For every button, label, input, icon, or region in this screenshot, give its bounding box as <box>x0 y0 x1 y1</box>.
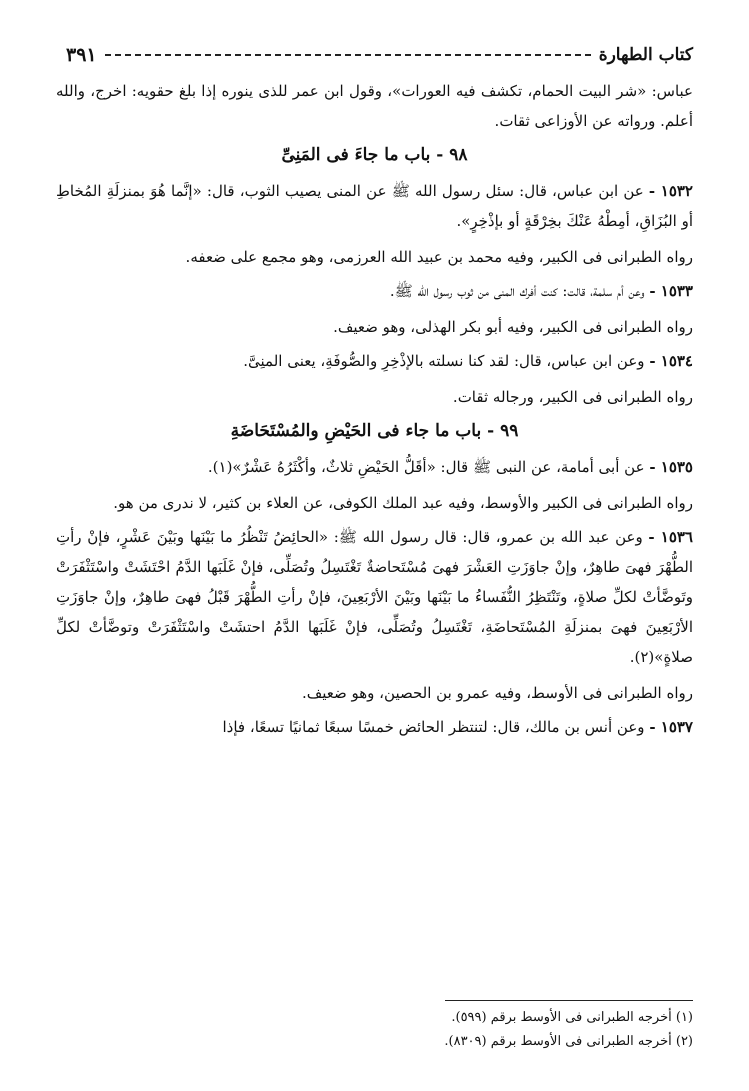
source-note: رواه الطبرانى فى الأوسط، وفيه عمرو بن الحصين، وهو ضعيف. <box>301 684 693 702</box>
page-number: ٣٩١ <box>66 44 97 66</box>
entry-number: ١٥٣٣ - <box>649 282 693 300</box>
header-dashed-rule <box>105 54 591 56</box>
chapter-heading-99: ٩٩ - باب ما جاء فى الحَيْضِ والمُسْتَحَاضَةِ <box>230 421 519 441</box>
entry-text: وعن ابن عباس، قال: لقد كنا نسلته بالإذْخِرِ والصُّوفَةِ، يعنى المنِىَّ. <box>243 352 645 370</box>
hadith-entry <box>56 452 693 482</box>
entry-number: ١٥٣٦ - <box>648 528 693 546</box>
footnote-separator <box>445 1000 693 1001</box>
chapter-heading-98: ٩٨ - باب ما جاءَ فى المَنِىِّ <box>281 145 468 165</box>
entry-text: وعن عبد الله بن عمرو، قال: قال رسول الله ﷺ: «الحائِضُ تَنْظُرُ ما بَيْنَها وبَيْنَ عَشْرٍ، فإنْ رأتِ الطُّهْرَ فهىَ طاهِرٌ، وإنْ جاوَزَتِ العَشْرَ فهىَ مُسْتَحاضةٌ تَغْتَسِلُ وتُصَلِّى، فإنْ غَلَبَها الدَّمُ احْتَشَتْ واسْتَثْفَرَتْ وتَوضَّأتْ لكلِّ صلاةٍ، وتَنْتَظِرُ النُّفَساءُ ما بَيْنَها وبَيْنَ الأرْبَعِينَ، فإنْ رأتِ الطُّهْرَ قَبْلُ فهىَ طاهِرٌ، وإنْ جاوَزَتِ الأرْبَعِينَ فهىَ بمنزلَةِ المُسْتَحاضَةِ، تَغْتَسِلُ وتُصَلِّى، فإنْ غَلَبَها الدَّمُ احتشَتْ واسْتَثْفَرَتْ وتوضَّأتْ لكلِّ صلاةٍ»(٢). <box>56 528 693 666</box>
hadith-entry <box>56 522 693 672</box>
hadith-entry <box>56 276 693 306</box>
hadith-entry <box>56 346 693 376</box>
entry-text: عن أبى أمامة، عن النبى ﷺ قال: «أقَلُّ الحَيْضِ ثلاثٌ، وأكْثَرُهُ عَشْرٌ»(١). <box>207 458 645 476</box>
source-note: رواه الطبرانى فى الكبير، وفيه محمد بن عبيد الله العرزمى، وهو مجمع على ضعفه. <box>185 248 693 266</box>
hadith-entry <box>56 176 693 236</box>
entry-text: وعن أنس بن مالك، قال: لتنتظر الحائض خمسًا سبعًا ثمانيًا تسعًا، فإذا <box>222 718 645 736</box>
running-header <box>66 40 693 70</box>
source-note: رواه الطبرانى فى الكبير والأوسط، وفيه عبد الملك الكوفى، عن العلاء بن كثير، لا ندرى من هو. <box>113 494 693 512</box>
entry-number: ١٥٣٢ - <box>648 182 693 200</box>
page-body <box>56 76 693 746</box>
footnote-1: (١) أخرجه الطبرانى فى الأوسط برقم (٥٩٩). <box>451 1010 693 1025</box>
entry-number: ١٥٣٥ - <box>649 458 693 476</box>
footnotes <box>56 1006 693 1054</box>
entry-text: عن ابن عباس، قال: سئل رسول الله ﷺ عن المنى يصيب الثوب، قال: «إنَّما هُوَ بمنزلَةِ المُخاطِ أو البُزَاقِ، أمِطْهُ عَنْكَ بخِرْقَةٍ أو بإذْخِرٍ». <box>56 182 693 230</box>
continued-paragraph: عباس: «شر البيت الحمام، تكشف فيه العورات»، وقول ابن عمر للذى ينوره إذا بلغ حقويه: اخرج، والله أعلم. ورواته عن الأوزاعى ثقات. <box>56 82 693 130</box>
entry-text: وعن أم سلمة، قالت: كنت أفرك المنى من ثوب رسول الله ﷺ. <box>389 282 645 300</box>
source-note: رواه الطبرانى فى الكبير، وفيه أبو بكر الهذلى، وهو ضعيف. <box>333 318 693 336</box>
hadith-entry <box>56 712 693 742</box>
entry-number: ١٥٣٤ - <box>649 352 693 370</box>
entry-number: ١٥٣٧ - <box>649 718 693 736</box>
footnote-2: (٢) أخرجه الطبرانى فى الأوسط برقم (٨٣٠٩). <box>444 1034 693 1049</box>
chapter-title: كتاب الطهارة <box>598 45 693 65</box>
source-note: رواه الطبرانى فى الكبير، ورجاله ثقات. <box>452 388 693 406</box>
